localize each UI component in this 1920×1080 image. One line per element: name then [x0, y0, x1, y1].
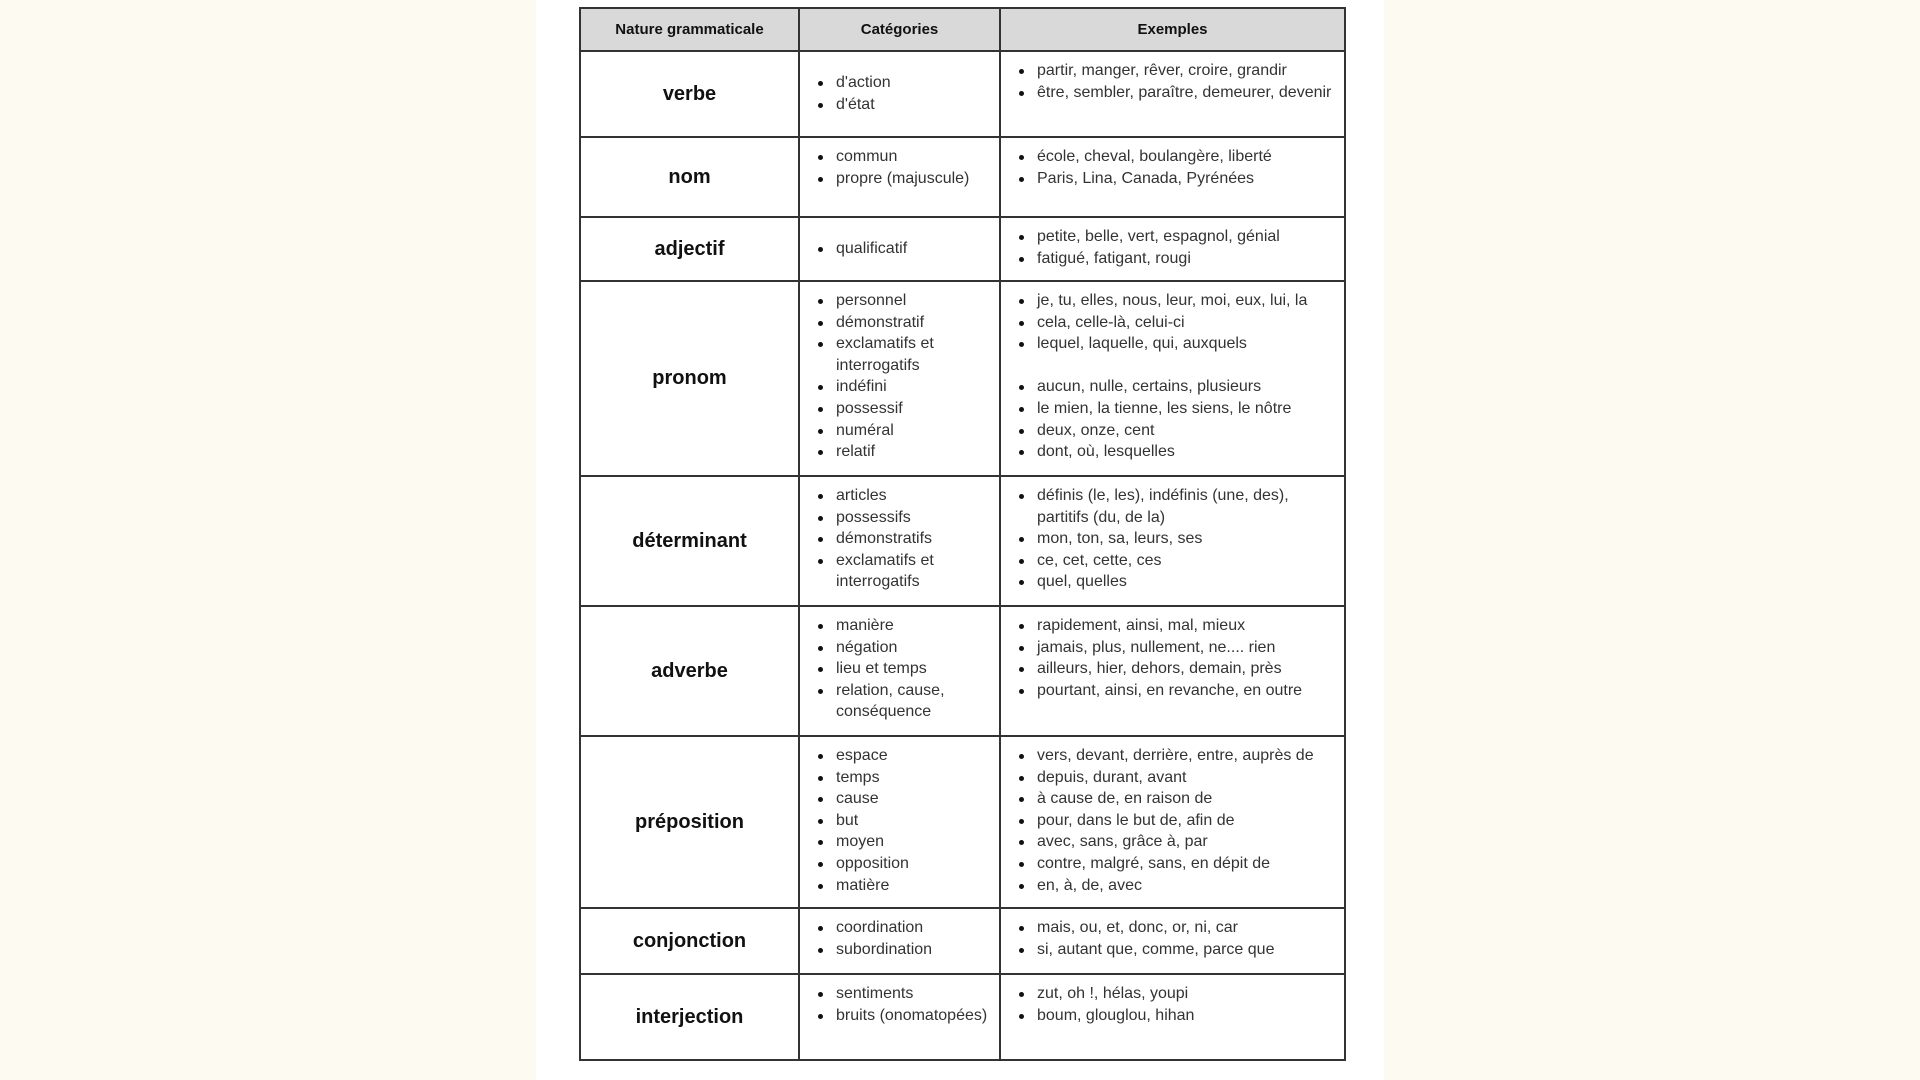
- nature-cell: préposition: [580, 736, 799, 908]
- list-item: lieu et temps: [836, 658, 993, 680]
- list-item: deux, onze, cent: [1037, 420, 1338, 442]
- list-item: d'action: [836, 72, 993, 94]
- list-item: exclamatifs et interrogatifs: [836, 333, 993, 376]
- categories-list: [800, 282, 999, 471]
- list-item: fatigué, fatigant, rougi: [1037, 248, 1338, 270]
- list-item: partir, manger, rêver, croire, grandir: [1037, 60, 1338, 82]
- categories-cell: [799, 217, 1000, 281]
- header-nature: Nature grammaticale: [580, 8, 799, 51]
- list-item: jamais, plus, nullement, ne.... rien: [1037, 637, 1338, 659]
- nature-cell: interjection: [580, 974, 799, 1060]
- categories-list: [800, 975, 999, 1034]
- list-item: pour, dans le but de, afin de: [1037, 810, 1338, 832]
- list-item: subordination: [836, 939, 993, 961]
- list-item: mais, ou, et, donc, or, ni, car: [1037, 917, 1338, 939]
- categories-list: [800, 138, 999, 197]
- list-item: numéral: [836, 420, 993, 442]
- examples-cell: [1000, 476, 1345, 606]
- list-item: manière: [836, 615, 993, 637]
- categories-cell: [799, 974, 1000, 1060]
- list-item: moyen: [836, 831, 993, 853]
- list-item: ce, cet, cette, ces: [1037, 550, 1338, 572]
- examples-list: [1001, 607, 1344, 709]
- list-item: avec, sans, grâce à, par: [1037, 831, 1338, 853]
- list-item: négation: [836, 637, 993, 659]
- categories-list: [800, 607, 999, 731]
- list-item: aucun, nulle, certains, plusieurs: [1037, 376, 1338, 398]
- list-item: commun: [836, 146, 993, 168]
- categories-list: [800, 230, 999, 268]
- list-item: cela, celle-là, celui-ci: [1037, 312, 1338, 334]
- list-item: but: [836, 810, 993, 832]
- list-item: boum, glouglou, hihan: [1037, 1005, 1338, 1027]
- list-item: d'état: [836, 94, 993, 116]
- list-item: possessif: [836, 398, 993, 420]
- table-row: [580, 281, 1345, 476]
- examples-cell: [1000, 281, 1345, 476]
- list-item: bruits (onomatopées): [836, 1005, 993, 1027]
- header-categories: Catégories: [799, 8, 1000, 51]
- table-row: [580, 736, 1345, 908]
- list-item: le mien, la tienne, les siens, le nôtre: [1037, 398, 1338, 420]
- categories-list: [800, 737, 999, 904]
- list-item: démonstratif: [836, 312, 993, 334]
- categories-cell: [799, 281, 1000, 476]
- nature-cell: adjectif: [580, 217, 799, 281]
- list-item: petite, belle, vert, espagnol, génial: [1037, 226, 1338, 248]
- categories-cell: [799, 606, 1000, 736]
- table-row: [580, 476, 1345, 606]
- nature-cell: nom: [580, 137, 799, 217]
- grammar-table: [579, 7, 1346, 1061]
- examples-list: [1001, 282, 1344, 471]
- list-item: temps: [836, 767, 993, 789]
- list-item: à cause de, en raison de: [1037, 788, 1338, 810]
- categories-cell: [799, 908, 1000, 974]
- examples-list: [1001, 52, 1344, 111]
- table-row: [580, 51, 1345, 137]
- categories-list: [800, 64, 999, 123]
- nature-cell: pronom: [580, 281, 799, 476]
- examples-cell: [1000, 51, 1345, 137]
- list-item: articles: [836, 485, 993, 507]
- list-item: dont, où, lesquelles: [1037, 441, 1338, 463]
- examples-cell: [1000, 974, 1345, 1060]
- header-row: [580, 8, 1345, 51]
- list-item: démonstratifs: [836, 528, 993, 550]
- list-item: être, sembler, paraître, demeurer, devenir: [1037, 82, 1338, 104]
- list-item: propre (majuscule): [836, 168, 993, 190]
- list-item: qualificatif: [836, 238, 993, 260]
- list-item: cause: [836, 788, 993, 810]
- list-item: école, cheval, boulangère, liberté: [1037, 146, 1338, 168]
- examples-list: [1001, 737, 1344, 904]
- table-row: [580, 137, 1345, 217]
- categories-cell: [799, 736, 1000, 908]
- examples-cell: [1000, 137, 1345, 217]
- list-item: définis (le, les), indéfinis (une, des), partitifs (du, de la): [1037, 485, 1338, 528]
- header-examples: Exemples: [1000, 8, 1345, 51]
- list-item: Paris, Lina, Canada, Pyrénées: [1037, 168, 1338, 190]
- list-item: coordination: [836, 917, 993, 939]
- categories-list: [800, 909, 999, 968]
- list-item: je, tu, elles, nous, leur, moi, eux, lui, la: [1037, 290, 1338, 312]
- examples-cell: [1000, 606, 1345, 736]
- list-item: depuis, durant, avant: [1037, 767, 1338, 789]
- table-row: [580, 908, 1345, 974]
- list-item: en, à, de, avec: [1037, 875, 1338, 897]
- categories-cell: [799, 137, 1000, 217]
- examples-cell: [1000, 908, 1345, 974]
- list-item: mon, ton, sa, leurs, ses: [1037, 528, 1338, 550]
- list-item: pourtant, ainsi, en revanche, en outre: [1037, 680, 1338, 702]
- list-item: personnel: [836, 290, 993, 312]
- examples-cell: [1000, 736, 1345, 908]
- list-item: zut, oh !, hélas, youpi: [1037, 983, 1338, 1005]
- table-row: [580, 217, 1345, 281]
- list-item: relatif: [836, 441, 993, 463]
- list-item: [1037, 355, 1338, 377]
- table-row: [580, 606, 1345, 736]
- list-item: espace: [836, 745, 993, 767]
- list-item: lequel, laquelle, qui, auxquels: [1037, 333, 1338, 355]
- list-item: possessifs: [836, 507, 993, 529]
- list-item: quel, quelles: [1037, 571, 1338, 593]
- examples-list: [1001, 909, 1344, 968]
- nature-cell: déterminant: [580, 476, 799, 606]
- list-item: matière: [836, 875, 993, 897]
- nature-cell: conjonction: [580, 908, 799, 974]
- list-item: relation, cause, conséquence: [836, 680, 993, 723]
- list-item: rapidement, ainsi, mal, mieux: [1037, 615, 1338, 637]
- table-row: [580, 974, 1345, 1060]
- list-item: ailleurs, hier, dehors, demain, près: [1037, 658, 1338, 680]
- list-item: si, autant que, comme, parce que: [1037, 939, 1338, 961]
- list-item: indéfini: [836, 376, 993, 398]
- list-item: vers, devant, derrière, entre, auprès de: [1037, 745, 1338, 767]
- examples-cell: [1000, 217, 1345, 281]
- categories-cell: [799, 476, 1000, 606]
- categories-list: [800, 477, 999, 601]
- examples-list: [1001, 138, 1344, 197]
- examples-list: [1001, 218, 1344, 277]
- nature-cell: adverbe: [580, 606, 799, 736]
- list-item: opposition: [836, 853, 993, 875]
- list-item: contre, malgré, sans, en dépit de: [1037, 853, 1338, 875]
- examples-list: [1001, 477, 1344, 601]
- examples-list: [1001, 975, 1344, 1034]
- categories-cell: [799, 51, 1000, 137]
- nature-cell: verbe: [580, 51, 799, 137]
- list-item: sentiments: [836, 983, 993, 1005]
- list-item: exclamatifs et interrogatifs: [836, 550, 993, 593]
